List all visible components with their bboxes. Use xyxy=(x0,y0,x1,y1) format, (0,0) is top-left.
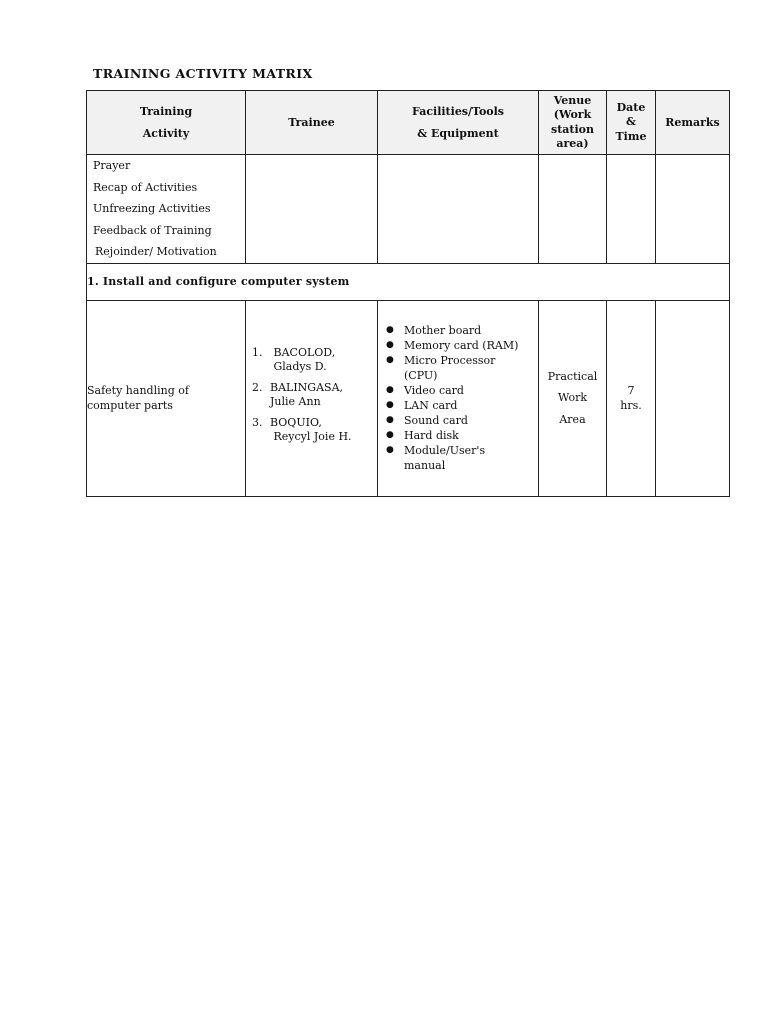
trainee-item: 2. BALINGASA, Julie Ann xyxy=(252,380,344,408)
unit-row xyxy=(87,300,730,496)
list-item: Recap of Activities xyxy=(93,180,198,194)
opening-activities-cell xyxy=(87,155,246,264)
header-venue: Venue (Work station area) xyxy=(539,91,607,155)
list-item: ● Mother board xyxy=(386,324,482,337)
section-title: 1. Install and configure computer system xyxy=(87,263,730,300)
document-title: TRAINING ACTIVITY MATRIX xyxy=(93,66,313,81)
remarks-cell xyxy=(656,300,730,496)
table-header-row xyxy=(87,91,730,155)
header-training-activity: Training Activity xyxy=(87,91,246,155)
training-activity-table xyxy=(86,90,730,497)
date-time-cell: 7 hrs. xyxy=(607,300,656,496)
bullet-icon: ● xyxy=(386,385,394,395)
equipment-list-cell xyxy=(378,300,539,496)
unit-activity-cell: Safety handling of computer parts xyxy=(87,300,246,496)
header-facilities: Facilities/Tools & Equipment xyxy=(378,91,539,155)
list-item: Feedback of Training xyxy=(93,223,212,237)
trainee-list xyxy=(246,346,377,445)
empty-cell xyxy=(539,155,607,264)
empty-cell xyxy=(656,155,730,264)
venue-cell: Practical Work Area xyxy=(539,300,607,496)
list-item: Rejoinder/ Motivation xyxy=(95,245,217,258)
header-remarks: Remarks xyxy=(656,91,730,155)
trainee-item: 3. BOQUIO, Reycyl Joie H. xyxy=(252,415,352,443)
header-date-time: Date & Time xyxy=(607,91,656,155)
list-item: ● Hard disk xyxy=(386,429,459,442)
bullet-icon: ● xyxy=(386,415,394,425)
trainee-list-cell xyxy=(246,300,378,496)
list-item: Prayer xyxy=(93,159,131,172)
header-trainee: Trainee xyxy=(246,91,378,155)
list-item: Unfreezing Activities xyxy=(93,202,211,215)
list-item: ● Memory card (RAM) xyxy=(386,339,519,352)
list-item: ● Sound card xyxy=(386,414,468,427)
list-item: ● Video card xyxy=(386,384,464,397)
bullet-icon: ● xyxy=(386,400,394,410)
list-item: ● Module/User's manual xyxy=(386,444,486,472)
list-item: ● Micro Processor (CPU) xyxy=(386,354,496,382)
section-row xyxy=(87,263,730,300)
empty-cell xyxy=(378,155,539,264)
trainee-item: 1. BACOLOD, Gladys D. xyxy=(252,345,336,373)
bullet-icon: ● xyxy=(386,355,394,365)
bullet-icon: ● xyxy=(386,325,394,335)
empty-cell xyxy=(246,155,378,264)
bullet-icon: ● xyxy=(386,430,394,440)
list-item: ● LAN card xyxy=(386,399,458,412)
equipment-list xyxy=(378,323,538,473)
bullet-icon: ● xyxy=(386,445,394,455)
empty-cell xyxy=(607,155,656,264)
opening-activities-row xyxy=(87,155,730,264)
bullet-icon: ● xyxy=(386,340,394,350)
